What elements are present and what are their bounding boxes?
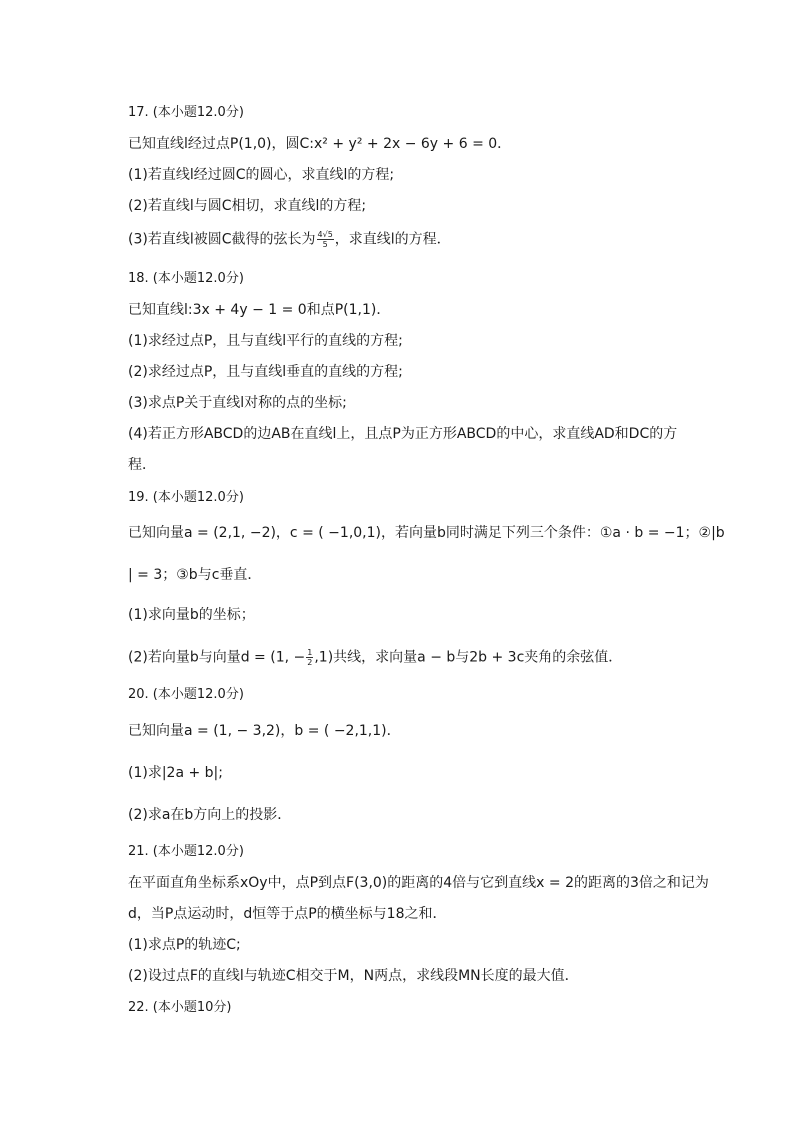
q19-fraction-denominator: 2: [307, 658, 313, 667]
q21-stem-line1: 在平面直角坐标系xOy中，点P到点F(3,0)的距离的4倍与它到直线x = 2的距离的3倍之和记为: [128, 875, 709, 891]
q19-part1: (1)求向量b的坐标；: [128, 607, 255, 623]
q19-stem-line1: 已知向量a = (2,1, −2)，c = ( −1,0,1)，若向量b同时满足下列三个条件：①a · b = −1；②|b: [128, 525, 725, 541]
q18-part4-line2: 程．: [128, 457, 156, 473]
q19-part2-prefix: (2)若向量b与向量d = (1, −: [128, 649, 306, 666]
q17-fraction-denominator: 5: [322, 240, 328, 249]
q17-part3: [128, 230, 451, 249]
q22-heading: 22. (本小题10分): [128, 1000, 232, 1015]
q17-part2: (2)若直线l与圆C相切，求直线l的方程;: [128, 198, 367, 214]
q17-part3-prefix: (3)若直线l被圆C截得的弦长为: [128, 231, 316, 248]
q19-fraction: [306, 648, 313, 667]
q17-fraction-numerator: 4√5: [317, 230, 333, 239]
q18-heading: 18. (本小题12.0分): [128, 271, 244, 286]
q19-part2: [128, 648, 622, 667]
q17-stem: 已知直线l经过点P(1,0)，圆C:x² + y² + 2x − 6y + 6 = 0．: [128, 136, 512, 152]
q18-part3: (3)求点P关于直线l对称的点的坐标;: [128, 395, 347, 411]
q20-part1: (1)求|2a + b|;: [128, 765, 223, 781]
q21-part2: (2)设过点F的直线l与轨迹C相交于M，N两点，求线段MN长度的最大值．: [128, 968, 579, 984]
q18-part1: (1)求经过点P，且与直线l平行的直线的方程;: [128, 333, 403, 349]
q19-stem-line2: | = 3；③b与c垂直．: [128, 567, 262, 583]
q17-part3-suffix: ，求直线l的方程．: [334, 231, 451, 248]
q20-part2: (2)求a在b方向上的投影．: [128, 807, 292, 823]
q19-part2-suffix: ,1)共线，求向量a − b与2b + 3c夹角的余弦值．: [314, 649, 623, 666]
q21-heading: 21. (本小题12.0分): [128, 844, 244, 859]
q18-part2: (2)求经过点P，且与直线l垂直的直线的方程;: [128, 364, 403, 380]
q17-fraction: [317, 230, 334, 249]
q21-part1: (1)求点P的轨迹C;: [128, 937, 241, 953]
q21-stem-line2: d，当P点运动时，d恒等于点P的横坐标与18之和．: [128, 906, 447, 922]
q20-heading: 20. (本小题12.0分): [128, 687, 244, 702]
q18-stem: 已知直线l:3x + 4y − 1 = 0和点P(1,1)．: [128, 302, 391, 318]
q20-stem: 已知向量a = (1, − 3,2)，b = ( −2,1,1)．: [128, 723, 401, 739]
q17-heading: 17. (本小题12.0分): [128, 105, 244, 120]
q19-fraction-numerator: 1: [307, 648, 313, 657]
q17-part1: (1)若直线l经过圆C的圆心，求直线l的方程;: [128, 167, 395, 183]
q19-heading: 19. (本小题12.0分): [128, 490, 244, 505]
q18-part4-line1: (4)若正方形ABCD的边AB在直线l上，且点P为正方形ABCD的中心，求直线AD和DC的方: [128, 426, 678, 442]
